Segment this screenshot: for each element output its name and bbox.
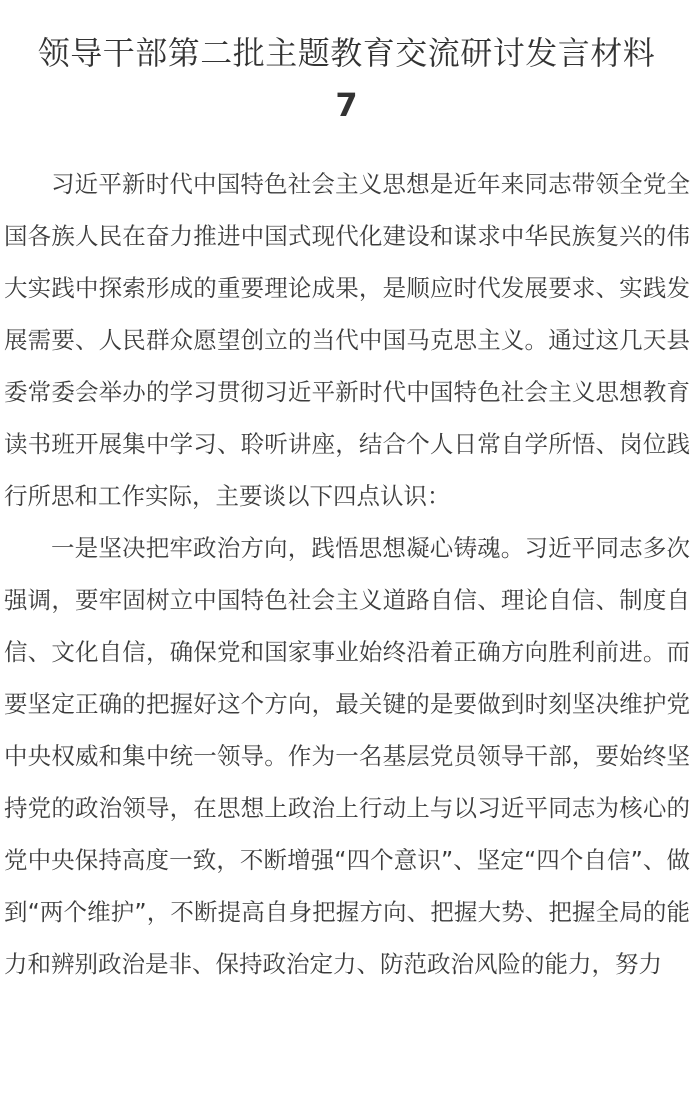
document-title-block	[0, 26, 693, 130]
paragraph-intro: 习近平新时代中国特色社会主义思想是近年来同志带领全党全国各族人民在奋力推进中国式现代化建设和谋求中华民族复兴的伟大实践中探索形成的重要理论成果，是顺应时代发展要求、实践发展需要、人民群众愿望创立的当代中国马克思主义。通过这几天县委常委会举办的学习贯彻习近平新时代中国特色社会主义思想教育读书班开展集中学习、聆听讲座，结合个人日常自学所悟、岗位践行所思和工作实际，主要谈以下四点认识：	[4, 170, 690, 510]
document-body	[4, 158, 690, 990]
document-title: 领导干部第二批主题教育交流研讨发言材料	[37, 34, 656, 72]
paragraph-point-one: 一是坚决把牢政治方向，践悟思想凝心铸魂。习近平同志多次强调，要牢固树立中国特色社会主义道路自信、理论自信、制度自信、文化自信，确保党和国家事业始终沿着正确方向胜利前进。而要坚定正确的把握好这个方向，最关键的是要做到时刻坚决维护党中央权威和集中统一领导。作为一名基层党员领导干部，要始终坚持党的政治领导，在思想上政治上行动上与以习近平同志为核心的党中央保持高度一致，不断增强“四个意识”、坚定“四个自信”、做到“两个维护”，不断提高自身把握方向、把握大势、把握全局的能力和辨别政治是非、保持政治定力、防范政治风险的能力，努力	[4, 534, 690, 978]
document-title-number: 7	[335, 86, 358, 124]
